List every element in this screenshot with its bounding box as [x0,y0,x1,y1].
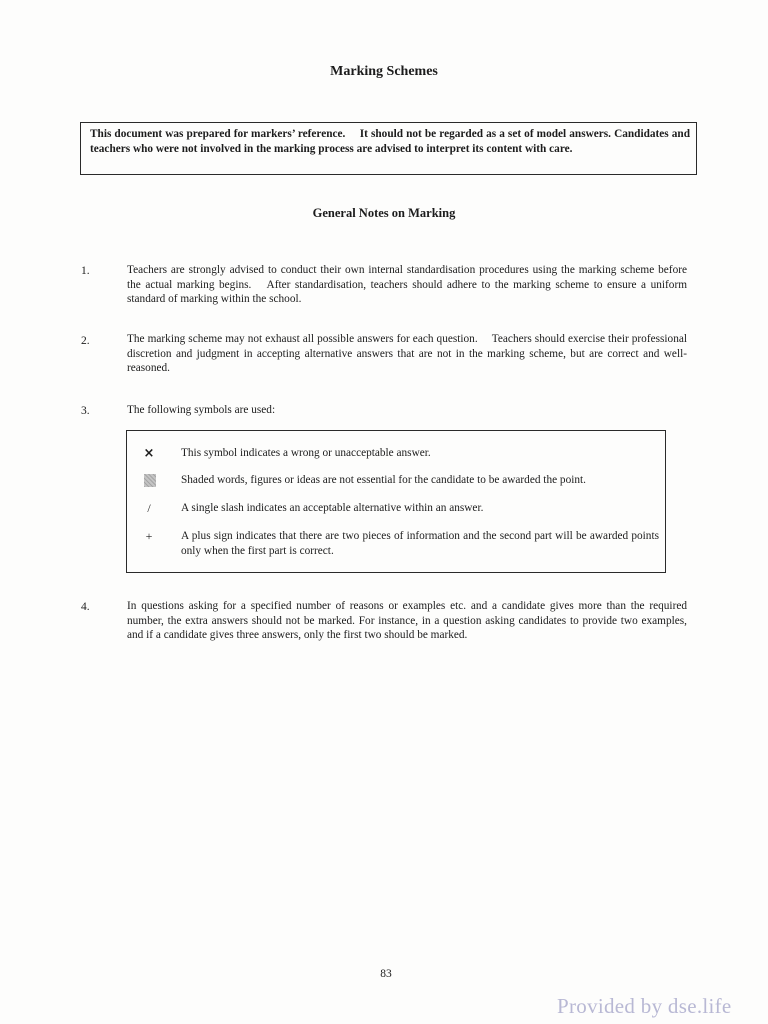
note-number: 1. [81,265,90,277]
note-text: The marking scheme may not exhaust all possible answers for each question. Teachers should exercise their professional discretion and judgment in accepting alternative answers that are not in the marking scheme, but are correct and well- reasoned. [127,333,687,374]
symbol-description: This symbol indicates a wrong or unacceptable answer. [181,447,431,459]
slash-icon: / [147,501,151,515]
disclaimer-box: This document was prepared for markers’ reference. It should not be regarded as a set of model answers. Candidates and teachers who were not involved in the marking process are advised to interpret its content with care. [80,122,697,175]
note-text: In questions asking for a specified number of reasons or examples etc. and a candidate gives more than the required number, the extra answers should not be marked. For instance, in a question asking candidates to provide two examples, and if a candidate gives three answers, only the first two should be marked. [127,600,687,641]
note-text: The following symbols are used: [127,404,276,416]
cross-icon: × [143,446,155,461]
shaded-square-icon [144,474,156,487]
page-number: 83 [380,968,392,980]
symbol-description: A single slash indicates an acceptable alternative within an answer. [181,502,484,514]
note-number: 4. [81,601,90,613]
symbols-box [126,430,666,573]
symbol-description: A plus sign indicates that there are two pieces of information and the second part will be awarded points only when the first part is correct. [181,530,659,557]
note-text: Teachers are strongly advised to conduct their own internal standardisation procedures using the marking scheme before the actual marking begins. After standardisation, teachers should adhere to the marking scheme to ensure a uniform standard of marking within the school. [127,264,687,305]
page-title: Marking Schemes [330,64,438,79]
watermark: Provided by dse.life [557,994,732,1018]
section-heading: General Notes on Marking [312,206,456,220]
note-number: 3. [81,405,90,417]
symbol-description: Shaded words, figures or ideas are not essential for the candidate to be awarded the point. [181,474,586,486]
note-number: 2. [81,335,90,347]
plus-icon: + [145,529,153,543]
